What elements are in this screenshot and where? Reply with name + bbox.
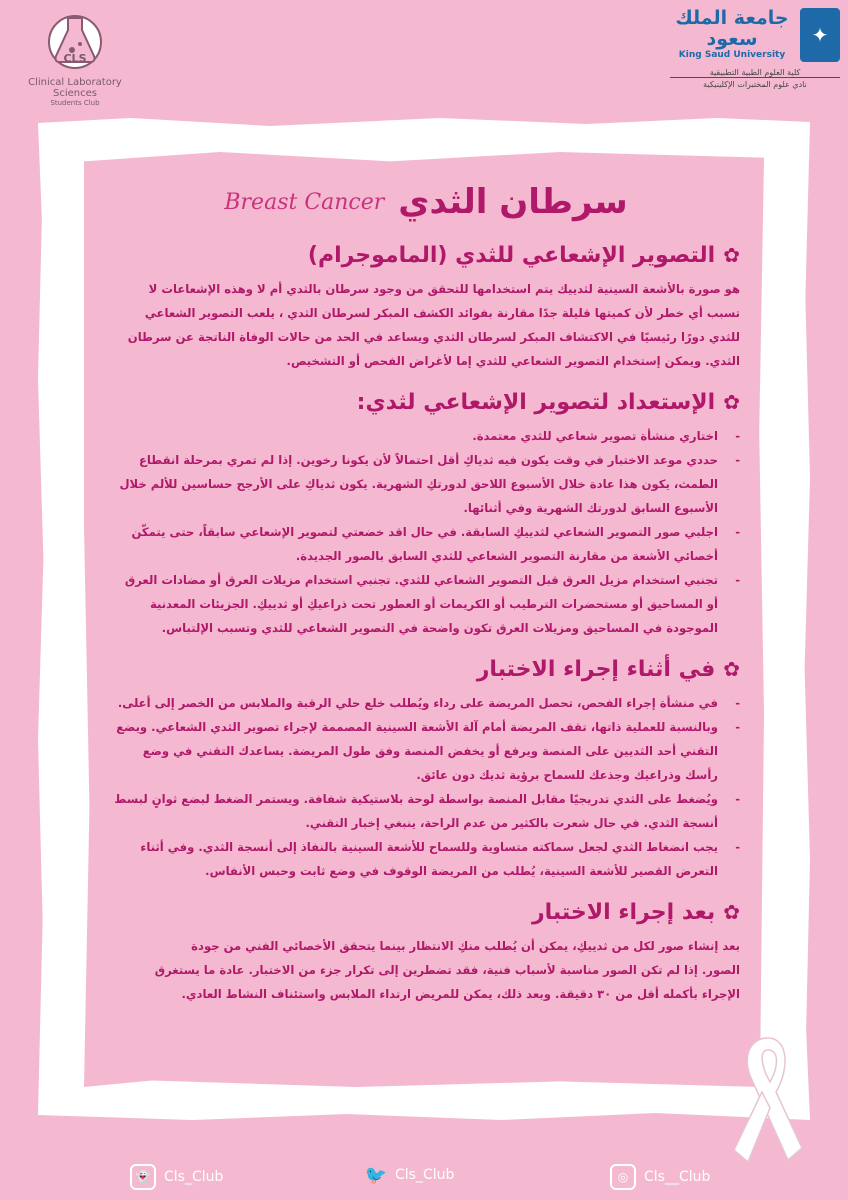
page-title bbox=[112, 174, 740, 230]
ksu-logo bbox=[655, 8, 840, 103]
pink-ribbon-icon bbox=[728, 1030, 808, 1170]
flower-icon: ✿ bbox=[723, 243, 740, 267]
list-item: - ويُضغط على الثدي تدريجيًا مقابل المنصة بواسطة لوحة بلاستيكية شفافة. ويستمر الضغط لبضع ثوانٍ لبسط أنسجة الثدي. في حال شعرت بالكثير من عدم الراحة، ينبغي إخبار التقني. bbox=[112, 787, 740, 835]
social-footer bbox=[0, 1158, 848, 1194]
list-item: - في منشأة إجراء الفحص، تحصل المريضة على رداء ويُطلب خلع حلي الرقبة والملابس من الخصر إلى أعلى. bbox=[112, 691, 740, 715]
section-heading-preparation: ✿الإستعداد لتصوير الإشعاعي لثدي: bbox=[356, 390, 740, 415]
cls-club-logo bbox=[10, 8, 140, 107]
instagram-link[interactable]: ◎ Cls__Club bbox=[610, 1164, 710, 1190]
club-abbr: CLS bbox=[63, 52, 87, 65]
section-paragraph: بعد إنشاء صور لكل من ثدييكِ، يمكن أن يُطلب منكِ الانتظار بينما يتحقق الأخصائي الفني من جودة الصور. إذا لم تكن الصور مناسبة لأسباب فنية، فقد تضطرين إلى تكرار جزء من الاختبار. عادة ما يستغرق الإجراء بأكمله أقل من ٣٠ دقيقة. وبعد ذلك، يمكن للمريض ارتداء الملابس واستئناف النشاط العادي. bbox=[154, 939, 740, 1001]
club-sub: Students Club bbox=[50, 99, 100, 107]
list-item: - تجنبي استخدام مزيل العرق قبل التصوير الشعاعي للثدي. تجنبي استخدام مزيلات العرق أو مضادات العرق أو المساحيق أو مستحضرات الترطيب أو الكريمات أو العطور تحت ذراعيكِ أو ثدييكِ. الجزيئات المعدنية الموجودة في المساحيق ومزيلات العرق تكون واضحة في التصوير الشعاعي للثدي وتسبب الإلتباس. bbox=[112, 568, 740, 640]
university-name-en: King Saud University bbox=[678, 50, 786, 60]
flower-icon: ✿ bbox=[723, 900, 740, 924]
ksu-seal-icon: ✦ bbox=[800, 8, 840, 62]
snapchat-link[interactable]: 👻 Cls_Club bbox=[130, 1164, 223, 1190]
list-item: - اختاري منشأة تصوير شعاعي للثدي معتمدة. bbox=[112, 424, 740, 448]
section-heading-during: ✿في أثناء إجراء الاختبار bbox=[476, 657, 740, 682]
list-item: - حددي موعد الاختبار في وقت يكون فيه ثدياكِ أقل احتمالاً لأن يكونا رخوين. إذا لم تمري بمرحلة انقطاع الطمث، يكون هذا عادة خلال الأسبوع اللاحق لدورتكِ الشهرية. يكون ثدياكِ على الأرجح حساسين للألم خلال الأسبوع السابق لدورتك الشهرية وفي أثنائها. bbox=[112, 448, 740, 520]
instagram-icon: ◎ bbox=[610, 1164, 636, 1190]
preparation-list bbox=[112, 424, 740, 640]
section-heading-mammogram: ✿التصوير الإشعاعي للثدي (الماموجرام) bbox=[307, 243, 740, 268]
twitter-icon: 🐦 bbox=[364, 1164, 388, 1186]
flower-icon: ✿ bbox=[723, 390, 740, 414]
list-item: - اجلبي صور التصوير الشعاعي لثدييكِ السابقة. في حال اقد خضعتي لتصوير الإشعاعي سابقاً، حتى يتمكّن أخصائي الأشعة من مقارنة التصوير الشعاعي للثدي السابق بالصور الجديدة. bbox=[112, 520, 740, 568]
during-list bbox=[112, 691, 740, 883]
title-en: Breast Cancer bbox=[224, 189, 385, 215]
snapchat-icon: 👻 bbox=[130, 1164, 156, 1190]
section-paragraph: هو صورة بالأشعة السينية لثدييك يتم استخدامها للتحقق من وجود سرطان بالثدي أم لا وهذه الإشعاعات لا تسبب أي خطر لأن كميتها قليلة جدًا مقارنة بفوائد الكشف المبكر لسرطان الثدي ، يلعب التصوير الشعاعي للثدي دورًا رئيسيًا في الاكتشاف المبكر لسرطان الثدي ويساعد في الحد من حالات الوفاة الناتجة عن سرطان الثدي. ويمكن إستخدام التصوير الشعاعي للثدي إما لأغراض الفحص أو التشخيص. bbox=[127, 282, 740, 368]
club-name: Clinical Laboratory Sciences bbox=[28, 77, 122, 99]
university-name-ar: جامعة الملك سعود bbox=[675, 7, 789, 50]
twitter-link[interactable]: 🐦 Cls_Club bbox=[364, 1164, 455, 1186]
list-item: - وبالنسبة للعملية ذاتها، تقف المريضة أمام آلة الأشعة السينية المصممة لإجراء تصوير الثدي الشعاعي. ويضع التقني أحد الثديين على المنصة ويرفع أو يخفض المنصة وفق طول المريضة. يساعدك التقني في وضع رأسك وذراعيك وجذعك للسماح برؤية ثديك دون عائق. bbox=[112, 715, 740, 787]
main-content bbox=[112, 160, 740, 1006]
title-ar: سرطان الثدي bbox=[398, 182, 628, 222]
list-item: - يجب انضغاط الثدي لجعل سماكته متساوية وللسماح للأشعة السينية بالنفاذ إلى أنسجة الثدي. وفي أثناء التعرض القصير للأشعة السينية، يُطلب من المريضة الوقوف في وضع ثابت وحبس الأنفاس. bbox=[112, 835, 740, 883]
section-heading-after: ✿بعد إجراء الاختبار bbox=[531, 900, 740, 925]
club-name-ar: نادي علوم المختبرات الإكلينيكية bbox=[670, 77, 840, 89]
flower-icon: ✿ bbox=[723, 657, 740, 681]
college-name: كلية العلوم الطبية التطبيقية bbox=[709, 68, 801, 77]
